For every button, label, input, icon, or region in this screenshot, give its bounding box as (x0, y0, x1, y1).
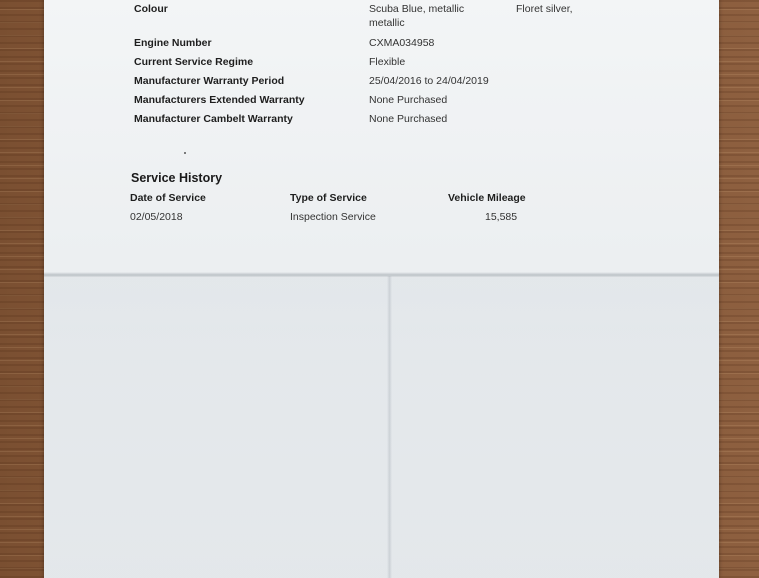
warranty-period-value: 25/04/2016 to 24/04/2019 (369, 75, 489, 87)
cambelt-warranty-label: Manufacturer Cambelt Warranty (134, 113, 293, 125)
row-service-type: Inspection Service (290, 211, 376, 223)
engine-number-label: Engine Number (134, 37, 212, 49)
column-header-mileage: Vehicle Mileage (448, 192, 526, 204)
ink-speck (184, 152, 186, 154)
engine-number-value: CXMA034958 (369, 37, 435, 49)
paper-sheet (44, 0, 719, 578)
extended-warranty-label: Manufacturers Extended Warranty (134, 94, 305, 106)
row-date: 02/05/2018 (130, 211, 183, 223)
extended-warranty-value: None Purchased (369, 94, 448, 106)
vertical-fold-line (387, 276, 392, 578)
service-regime-label: Current Service Regime (134, 56, 254, 68)
row-mileage: 15,585 (485, 211, 518, 223)
warranty-period-label: Manufacturer Warranty Period (134, 75, 285, 87)
colour-alt-value: Floret silver, (516, 3, 573, 15)
service-history-title: Service History (131, 171, 223, 185)
column-header-date: Date of Service (130, 192, 206, 204)
horizontal-fold-line (44, 272, 719, 278)
colour-value-line2: metallic (369, 17, 405, 29)
column-header-type: Type of Service (290, 192, 367, 204)
cambelt-warranty-value: None Purchased (369, 113, 448, 125)
lower-panel-shade (44, 278, 719, 578)
colour-label: Colour (134, 3, 168, 15)
service-regime-value: Flexible (369, 56, 406, 68)
colour-value: Scuba Blue, metallic (369, 3, 465, 15)
